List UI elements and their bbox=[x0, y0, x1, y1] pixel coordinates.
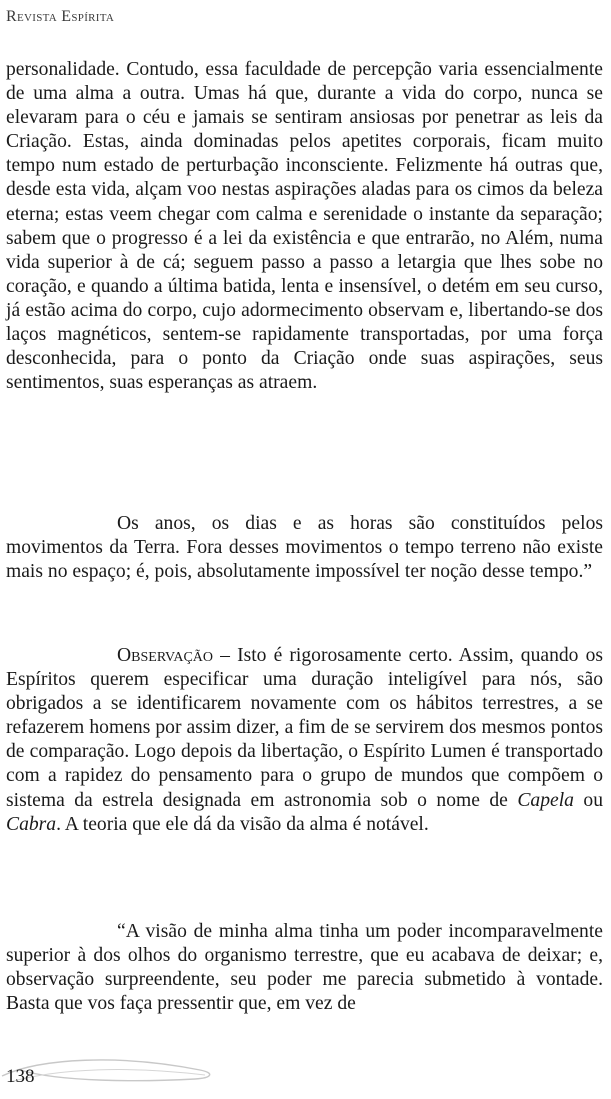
star-name-cabra: Cabra bbox=[6, 813, 57, 835]
paragraph-3-text bbox=[6, 644, 603, 837]
paragraph-4-text: “A visão de minha alma tinha um poder incomparavelmente superior à dos olhos do organismo terrestre, que eu acabava de deixar; e, observação surpreendente, seu poder me parecia submetido à vontade. Basta que vos faça pressentir que, em vez de bbox=[6, 921, 603, 1015]
paragraph-2 bbox=[6, 512, 603, 584]
paragraph-2-text: Os anos, os dias e as horas são constituídos pelos movimentos da Terra. Fora desses movimentos o tempo terreno não existe mais no espaço; é, pois, absolutamente impossível ter noção desse tempo.” bbox=[6, 513, 603, 583]
observation-label: Observação bbox=[117, 645, 214, 666]
page-number: 138 bbox=[6, 1066, 35, 1087]
paragraph-1-text: personalidade. Contudo, essa faculdade de percepção varia essencialmente de uma alma a outra. Umas há que, durante a vida do corpo, nunca se elevaram para o céu e jamais se sentiram ansiosas por penetrar as leis da Criação. Estas, ainda dominadas pelos apetites corporais, ficam muito tempo num estado de perturbação inconsciente. Felizmente há outras que, desde esta vida, alçam voo nestas aspirações aladas para os cimos da beleza eterna; estas veem chegar com calma e serenidade o instante da separação; sabem que o progresso é a lei da existência e que entrarão, no Além, numa vida superior à de cá; seguem passo a passo a letargia que lhes sobe no coração, e quando a última batida, lenta e insensível, o detém em seu curso, já estão acima do corpo, cujo adormecimento observam e, libertando-se dos laços magnéticos, sentem-se rapidamente transportadas, por uma força desconhecida, para o ponto da Criação onde suas aspirações, seus sentimentos, suas esperanças as atraem. bbox=[6, 59, 603, 394]
observation-text-part-2: . A teoria que ele dá da visão da alma é notável. bbox=[56, 813, 429, 835]
observation-text-part-1: – Isto é rigorosamente certo. Assim, quando os Espíritos querem especificar uma duração inteligível para nós, são obrigados a se identificarem novamente com os hábitos terrestres, a se refazerem homens por assim dizer, a fim de se servirem dos mesmos pontos de comparação. Logo depois da libertação, o Espírito Lumen é transportado com a rapidez do pensamento para o grupo de mundos que compõem o sistema da estrela designada em astronomia sob o nome de bbox=[6, 645, 603, 811]
page-number-swoosh-ornament bbox=[0, 1048, 230, 1088]
paragraph-4 bbox=[6, 920, 603, 1016]
running-header: Revista Espírita bbox=[6, 8, 115, 25]
paragraph-3 bbox=[6, 644, 603, 837]
paragraph-1 bbox=[6, 58, 603, 395]
star-name-capela: Capela bbox=[517, 789, 574, 811]
conjunction-text: ou bbox=[573, 789, 604, 811]
